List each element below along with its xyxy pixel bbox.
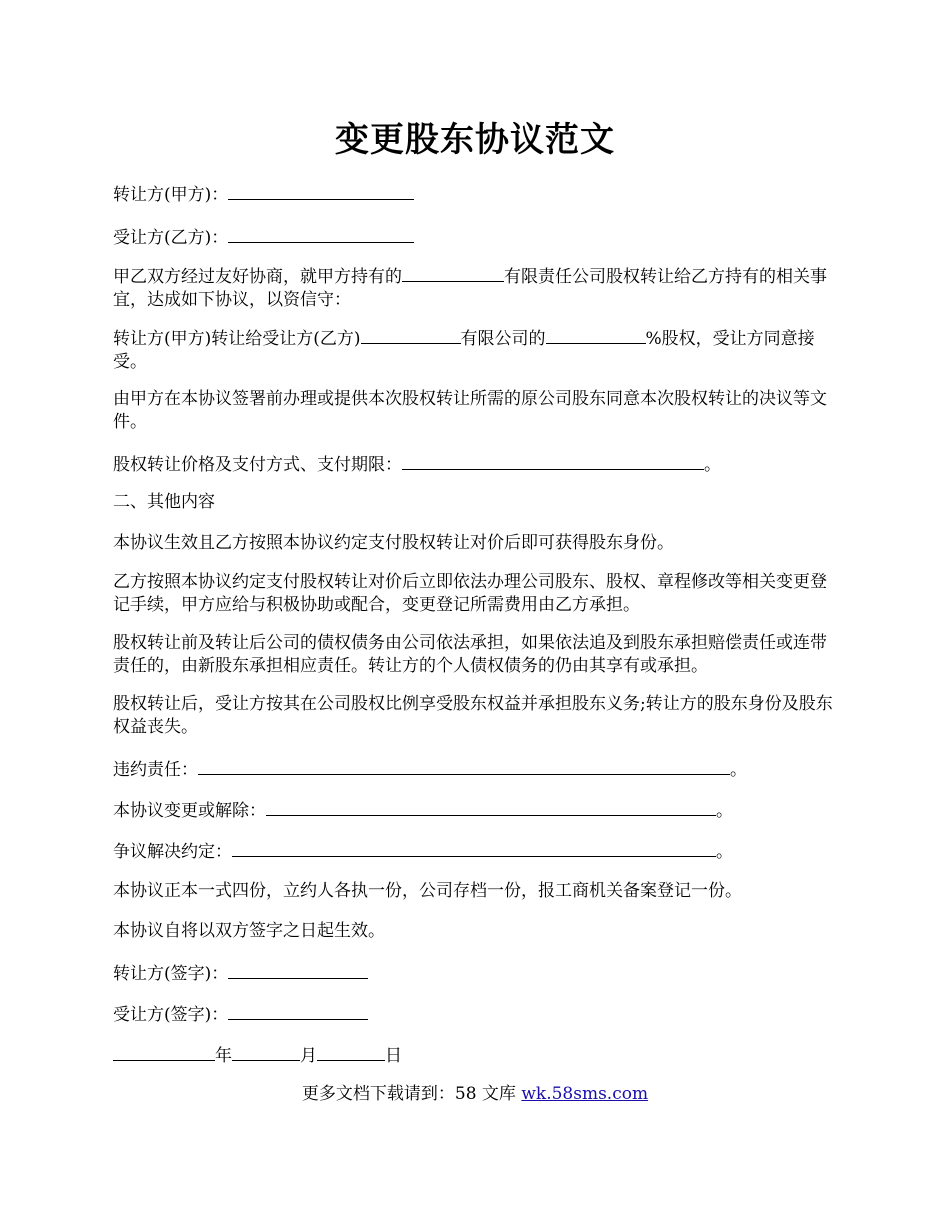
paragraph-effect: 本协议生效且乙方按照本协议约定支付股权转让对价后即可获得股东身份。 bbox=[113, 533, 674, 553]
paragraph-transfer bbox=[113, 326, 841, 374]
dispute-end-mark: 。 bbox=[716, 842, 733, 862]
transfer-company-blank bbox=[361, 326, 461, 344]
paragraph-effective-date: 本协议自将以双方签字之日起生效。 bbox=[113, 921, 385, 941]
paragraph-registration: 乙方按照本协议约定支付股权转让对价后立即依法办理公司股东、股权、章程修改等相关变更登记手续，甲方应给与积极协助或配合，变更登记所需费用由乙方承担。 bbox=[113, 572, 827, 615]
breach-label: 违约责任： bbox=[113, 760, 198, 780]
intro-text-end: 有限责任公司股权转让给乙方持有的相关事宜，达成如下协议，以资信守： bbox=[113, 267, 827, 310]
footer bbox=[0, 1083, 950, 1106]
price-end-mark: 。 bbox=[704, 455, 721, 475]
paragraph-rights: 股权转让后，受让方按其在公司股权比例享受股东权益并承担股东义务;转让方的股东身份及股东权益丧失。 bbox=[113, 694, 833, 737]
sign-transferee-line bbox=[113, 1002, 368, 1027]
price-blank bbox=[402, 452, 704, 470]
footer-link[interactable]: wk.58sms.com bbox=[521, 1084, 649, 1104]
month-blank bbox=[232, 1043, 300, 1061]
paragraph-copies: 本协议正本一式四份，立约人各执一份，公司存档一份，报工商机关备案登记一份。 bbox=[113, 881, 742, 901]
dispute-line bbox=[113, 839, 733, 864]
year-label: 年 bbox=[215, 1046, 232, 1066]
section-heading-other: 二、其他内容 bbox=[113, 492, 215, 512]
month-label: 月 bbox=[300, 1046, 317, 1066]
transfer-text-mid: 有限公司的 bbox=[460, 329, 546, 349]
transferor-blank bbox=[228, 182, 414, 200]
day-blank bbox=[317, 1043, 385, 1061]
intro-text-start: 甲乙双方经过友好协商，就甲方持有的 bbox=[113, 267, 402, 287]
transfer-text-end: %股权，受让方同意接受。 bbox=[113, 329, 815, 372]
transferee-line bbox=[113, 225, 414, 250]
price-line bbox=[113, 452, 721, 477]
change-blank bbox=[266, 798, 716, 816]
paragraph-documents: 由甲方在本协议签署前办理或提供本次股权转让所需的原公司股东同意本次股权转让的决议等文件。 bbox=[113, 389, 827, 432]
document-title: 变更股东协议范文 bbox=[335, 120, 615, 160]
percent-blank bbox=[546, 326, 646, 344]
dispute-blank bbox=[232, 839, 716, 857]
breach-blank bbox=[198, 757, 730, 775]
sign-transferor-line bbox=[113, 961, 368, 986]
sign-transferor-label: 转让方(签字)： bbox=[113, 964, 229, 984]
dispute-label: 争议解决约定： bbox=[113, 842, 232, 862]
sign-transferor-blank bbox=[228, 961, 368, 979]
transferee-blank bbox=[228, 225, 414, 243]
transferee-label: 受让方(乙方)： bbox=[113, 228, 229, 248]
date-line bbox=[113, 1043, 402, 1068]
change-line bbox=[113, 798, 733, 823]
transferor-line bbox=[113, 182, 414, 207]
paragraph-debts: 股权转让前及转让后公司的债权债务由公司依法承担，如果依法追及到股东承担赔偿责任或连带责任的，由新股东承担相应责任。转让方的个人债权债务的仍由其享有或承担。 bbox=[113, 633, 827, 676]
paragraph-intro bbox=[113, 264, 841, 312]
change-end-mark: 。 bbox=[716, 801, 733, 821]
transferor-label: 转让方(甲方)： bbox=[113, 185, 229, 205]
company-blank bbox=[402, 264, 504, 282]
price-label: 股权转让价格及支付方式、支付期限： bbox=[113, 455, 402, 475]
footer-text: 更多文档下载请到：58 文库 bbox=[301, 1084, 522, 1104]
change-label: 本协议变更或解除： bbox=[113, 801, 266, 821]
sign-transferee-label: 受让方(签字)： bbox=[113, 1005, 229, 1025]
breach-line bbox=[113, 757, 747, 782]
year-blank bbox=[113, 1043, 215, 1061]
transfer-text-start: 转让方(甲方)转让给受让方(乙方) bbox=[113, 329, 361, 349]
breach-end-mark: 。 bbox=[730, 760, 747, 780]
sign-transferee-blank bbox=[228, 1002, 368, 1020]
day-label: 日 bbox=[385, 1046, 402, 1066]
